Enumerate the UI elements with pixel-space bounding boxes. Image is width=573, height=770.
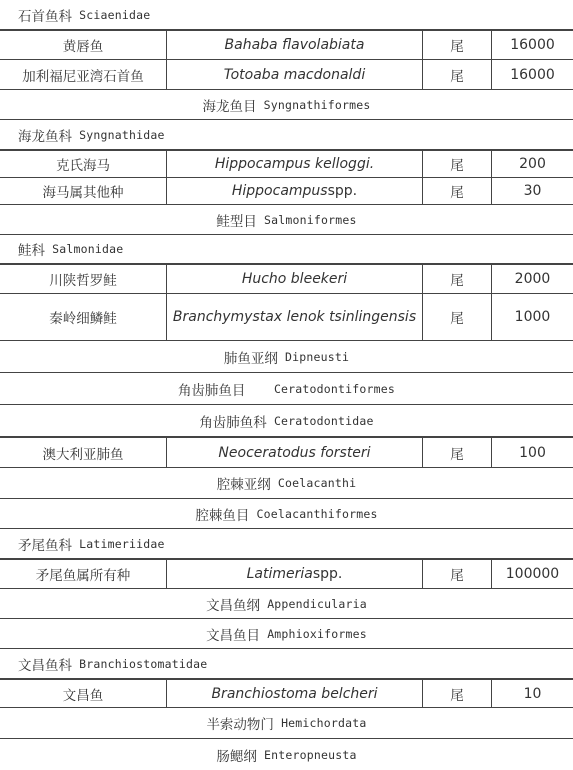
- taxon-latin-name: Salmonidae: [52, 242, 124, 256]
- taxon-header: [0, 90, 573, 119]
- taxon-latin-name: Coelacanthi: [277, 476, 357, 490]
- unit-cell: [423, 680, 492, 707]
- scientific-name: Hucho bleekeri: [241, 271, 348, 287]
- unit-text: 尾: [450, 158, 464, 174]
- value-text: 16000: [510, 37, 555, 53]
- value-cell: [492, 560, 573, 588]
- taxon-latin-name: Ceratodontiformes: [273, 381, 396, 396]
- taxon-header-row: [0, 373, 573, 405]
- taxon-header-row: [0, 649, 573, 679]
- unit-cell: [423, 151, 492, 177]
- common-name-text: 黄唇鱼: [62, 39, 104, 55]
- taxon-header-row: [0, 619, 573, 649]
- taxon-header: [18, 529, 165, 558]
- taxon-header: [0, 405, 573, 436]
- common-name-text: 加利福尼亚湾石首鱼: [22, 68, 144, 85]
- spacer: [274, 716, 281, 730]
- taxon-header-row: [0, 405, 573, 437]
- value-cell: [492, 151, 573, 177]
- taxon-chinese-name: 鲑科: [18, 243, 45, 259]
- common-name-text: 川陕哲罗鲑: [49, 273, 117, 289]
- taxon-header-row: [0, 468, 573, 499]
- taxon-header-row: [0, 529, 573, 559]
- value-text: 200: [519, 156, 546, 172]
- taxon-latin-name: Dipneusti: [285, 349, 350, 364]
- taxon-latin-name: Syngnathidae: [79, 127, 165, 142]
- unit-text: 尾: [450, 687, 464, 704]
- spacer: [45, 242, 52, 256]
- scientific-name: Latimeria: [246, 566, 313, 582]
- spacer: [271, 476, 278, 490]
- taxon-chinese-name: 鲑型目: [216, 213, 257, 230]
- common-name-text: 文昌鱼: [62, 687, 104, 704]
- taxon-header: [0, 739, 573, 770]
- unit-text: 尾: [450, 311, 464, 327]
- unit-cell: [423, 294, 492, 340]
- taxon-chinese-name: 文昌鱼纲: [206, 597, 261, 614]
- value-cell: [492, 294, 573, 340]
- taxon-chinese-name: 文昌鱼科: [18, 657, 72, 674]
- taxon-header: [18, 120, 165, 149]
- scientific-name: Hippocampus kelloggi.: [214, 156, 375, 172]
- taxon-chinese-name: 角齿肺鱼科: [199, 414, 267, 431]
- scientific-name: Branchymystax lenok tsinlingensis: [172, 309, 417, 325]
- value-text: 16000: [510, 66, 555, 83]
- taxon-latin-name: Ceratodontidae: [273, 413, 374, 428]
- taxon-header: [0, 589, 573, 618]
- taxon-latin-name: Sciaenidae: [79, 7, 151, 22]
- taxon-chinese-name: 腔棘鱼目: [195, 507, 250, 524]
- unit-text: 尾: [450, 446, 464, 463]
- common-name-cell: [0, 31, 167, 59]
- taxon-header: [0, 341, 573, 372]
- unit-cell: [423, 178, 492, 204]
- taxon-header-row: [0, 235, 573, 264]
- common-name-cell: [0, 680, 167, 707]
- taxon-latin-name: Hemichordata: [281, 716, 367, 730]
- table-row: [0, 30, 573, 60]
- taxon-header-row: [0, 90, 573, 120]
- taxon-header: [18, 235, 123, 263]
- scientific-name-cell: [167, 178, 423, 204]
- taxon-chinese-name: 矛尾鱼科: [18, 537, 72, 554]
- common-name-cell: [0, 560, 167, 588]
- common-name-text: 克氏海马: [56, 158, 110, 174]
- value-cell: [492, 265, 573, 293]
- taxon-latin-name: Coelacanthiformes: [256, 506, 378, 521]
- taxon-latin-name: Enteropneusta: [264, 747, 357, 762]
- table-row: [0, 294, 573, 341]
- taxon-latin-name: Salmoniformes: [264, 212, 357, 227]
- spacer: [72, 657, 79, 671]
- taxon-header: [18, 649, 207, 678]
- taxon-header: [0, 499, 573, 528]
- scientific-name-cell: [167, 680, 423, 707]
- spacer: [72, 128, 79, 142]
- spacer: [278, 350, 285, 364]
- unit-cell: [423, 265, 492, 293]
- common-name-text: 海马属其他种: [42, 185, 124, 201]
- table-row: [0, 60, 573, 90]
- unit-cell: [423, 438, 492, 467]
- spacer: [72, 537, 79, 551]
- value-text: 100: [519, 444, 546, 461]
- scientific-name: Hippocampus: [231, 183, 328, 199]
- taxon-header-row: [0, 341, 573, 373]
- value-text: 2000: [514, 271, 551, 287]
- scientific-name-cell: [167, 438, 423, 467]
- taxon-header-row: [0, 708, 573, 739]
- unit-cell: [423, 31, 492, 59]
- taxon-header: [0, 205, 573, 234]
- taxon-header: [0, 619, 573, 648]
- value-cell: [492, 438, 573, 467]
- scientific-name: Branchiostoma belcheri: [211, 685, 378, 702]
- unit-text: 尾: [450, 39, 464, 55]
- value-text: 10: [523, 685, 542, 702]
- value-text: 1000: [514, 309, 551, 325]
- taxon-chinese-name: 海龙鱼科: [18, 128, 72, 145]
- common-name-cell: [0, 60, 167, 89]
- taxon-header: [18, 0, 150, 29]
- table-row: [0, 264, 573, 294]
- spacer: [257, 748, 264, 762]
- taxon-header: [0, 708, 573, 738]
- common-name-cell: [0, 265, 167, 293]
- taxon-latin-name: Syngnathiformes: [263, 97, 371, 112]
- taxon-chinese-name: 肺鱼亚纲: [223, 350, 278, 367]
- value-cell: [492, 60, 573, 89]
- unit-cell: [423, 560, 492, 588]
- spacer: [257, 98, 264, 112]
- unit-text: 尾: [450, 568, 464, 584]
- taxon-chinese-name: 半索动物门: [206, 717, 274, 733]
- spacer: [257, 213, 264, 227]
- taxon-latin-name: Branchiostomatidae: [79, 656, 208, 671]
- spacer: [267, 414, 274, 428]
- spacer: [260, 627, 267, 641]
- unit-text: 尾: [450, 68, 464, 85]
- scientific-name: Neoceratodus forsteri: [218, 444, 371, 461]
- spacer: [249, 507, 256, 521]
- common-name-cell: [0, 178, 167, 204]
- taxon-chinese-name: 腔棘亚纲: [216, 477, 271, 493]
- species-suffix: spp.: [327, 183, 358, 199]
- taxon-chinese-name: 石首鱼科: [18, 8, 72, 25]
- taxon-latin-name: Latimeriidae: [79, 536, 165, 551]
- scientific-name-cell: [167, 60, 423, 89]
- value-cell: [492, 178, 573, 204]
- table-row: [0, 178, 573, 205]
- scientific-name-cell: [167, 265, 423, 293]
- taxon-header-row: [0, 205, 573, 235]
- scientific-name-cell: [167, 31, 423, 59]
- taxon-latin-name: Amphioxiformes: [267, 626, 367, 641]
- spacer: [245, 382, 274, 396]
- unit-text: 尾: [450, 185, 464, 201]
- table-row: [0, 150, 573, 178]
- value-text: 30: [523, 183, 542, 199]
- taxon-latin-name: Appendicularia: [267, 596, 367, 611]
- taxon-header: [0, 373, 573, 404]
- spacer: [260, 597, 267, 611]
- table-row: [0, 679, 573, 708]
- scientific-name-cell: [167, 151, 423, 177]
- taxon-header-row: [0, 499, 573, 529]
- common-name-text: 秦岭细鳞鲑: [49, 311, 117, 327]
- taxon-chinese-name: 海龙鱼目: [202, 98, 257, 115]
- scientific-name-cell: [167, 560, 423, 588]
- common-name-cell: [0, 294, 167, 340]
- unit-text: 尾: [450, 273, 464, 289]
- common-name-cell: [0, 151, 167, 177]
- common-name-cell: [0, 438, 167, 467]
- taxon-header-row: [0, 739, 573, 770]
- taxon-header-row: [0, 120, 573, 150]
- taxon-chinese-name: 角齿肺鱼目: [177, 382, 246, 399]
- common-name-text: 矛尾鱼属所有种: [35, 568, 131, 584]
- species-suffix: spp.: [312, 566, 343, 582]
- table-row: [0, 437, 573, 468]
- taxon-chinese-name: 肠鳃纲: [216, 748, 257, 765]
- table-row: [0, 559, 573, 589]
- value-cell: [492, 31, 573, 59]
- scientific-name: Bahaba flavolabiata: [224, 37, 365, 53]
- scientific-name-cell: [167, 294, 423, 340]
- value-cell: [492, 680, 573, 707]
- value-text: 100000: [505, 566, 560, 582]
- taxon-header: [0, 468, 573, 498]
- taxon-header-row: [0, 589, 573, 619]
- taxon-chinese-name: 文昌鱼目: [206, 627, 261, 644]
- spacer: [72, 8, 79, 22]
- common-name-text: 澳大利亚肺鱼: [42, 446, 124, 463]
- taxon-header-row: [0, 0, 573, 30]
- unit-cell: [423, 60, 492, 89]
- scientific-name: Totoaba macdonaldi: [223, 66, 366, 83]
